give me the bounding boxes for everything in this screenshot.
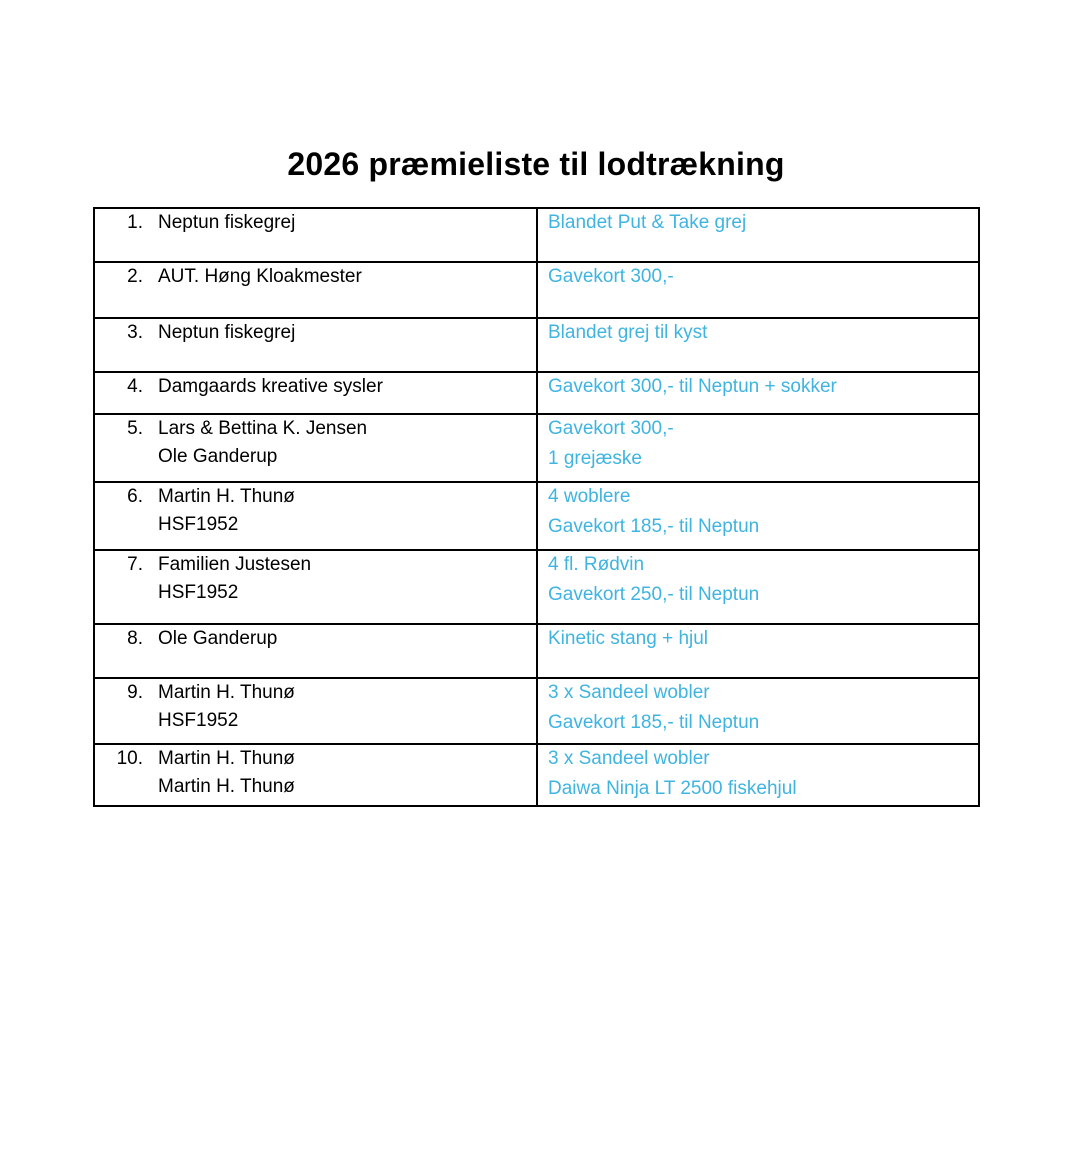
prize-cell [537,262,979,318]
table-row [94,414,979,482]
row-number: 10. [116,748,143,769]
table-row [94,550,979,624]
prize-text: Blandet grej til kyst [548,322,708,343]
prize-cell [537,414,979,482]
table-row [94,678,979,744]
prize-cell [537,482,979,550]
prize-text: Gavekort 185,- til Neptun [548,712,760,733]
prize-text: Gavekort 185,- til Neptun [548,516,760,537]
donor-cell [94,550,537,624]
donor-name: Ole Ganderup [158,446,278,467]
prize-text: 1 grejæske [548,448,642,469]
prize-text: Blandet Put & Take grej [548,212,747,233]
prize-text: Kinetic stang + hjul [548,628,709,649]
row-number: 9. [127,682,143,703]
prize-cell [537,372,979,414]
prize-cell [537,208,979,262]
row-number: 8. [127,628,143,649]
prize-text: 4 fl. Rødvin [548,554,645,575]
donor-name: Neptun fiskegrej [158,212,296,233]
donor-name: HSF1952 [158,710,239,731]
table-row [94,624,979,678]
donor-name: Martin H. Thunø [158,748,295,769]
prize-text: Gavekort 250,- til Neptun [548,584,760,605]
donor-name: Damgaards kreative sysler [158,376,383,397]
donor-name: HSF1952 [158,514,239,535]
table-row [94,262,979,318]
donor-name: Martin H. Thunø [158,776,295,797]
prize-cell [537,550,979,624]
table-row [94,208,979,262]
prize-cell [537,624,979,678]
donor-name: Martin H. Thunø [158,682,295,703]
prize-text: 4 woblere [548,486,631,507]
donor-name: Lars & Bettina K. Jensen [158,418,368,439]
prize-text: 3 x Sandeel wobler [548,748,710,769]
donor-cell [94,624,537,678]
table-row [94,482,979,550]
prize-text: Daiwa Ninja LT 2500 fiskehjul [548,778,797,799]
donor-cell [94,744,537,806]
row-number: 7. [127,554,143,575]
donor-name: Neptun fiskegrej [158,322,296,343]
donor-cell [94,414,537,482]
donor-name: AUT. Høng Kloakmester [158,266,362,287]
table-row [94,318,979,372]
donor-name: Martin H. Thunø [158,486,295,507]
prize-cell [537,318,979,372]
prize-cell [537,744,979,806]
donor-cell [94,318,537,372]
row-number: 1. [127,212,143,233]
row-number: 5. [127,418,143,439]
table-row [94,372,979,414]
row-number: 4. [127,376,143,397]
donor-cell [94,208,537,262]
donor-name: Familien Justesen [158,554,312,575]
prize-text: 3 x Sandeel wobler [548,682,710,703]
donor-cell [94,482,537,550]
prize-table [93,207,980,807]
table-row [94,744,979,806]
donor-name: Ole Ganderup [158,628,278,649]
page-title: 2026 præmieliste til lodtrækning [287,146,785,182]
row-number: 2. [127,266,143,287]
row-number: 3. [127,322,143,343]
donor-name: HSF1952 [158,582,239,603]
prize-text: Gavekort 300,- [548,418,674,439]
donor-cell [94,678,537,744]
row-number: 6. [127,486,143,507]
donor-cell [94,262,537,318]
donor-cell [94,372,537,414]
prize-cell [537,678,979,744]
prize-text: Gavekort 300,- [548,266,674,287]
prize-text: Gavekort 300,- til Neptun + sokker [548,376,837,397]
